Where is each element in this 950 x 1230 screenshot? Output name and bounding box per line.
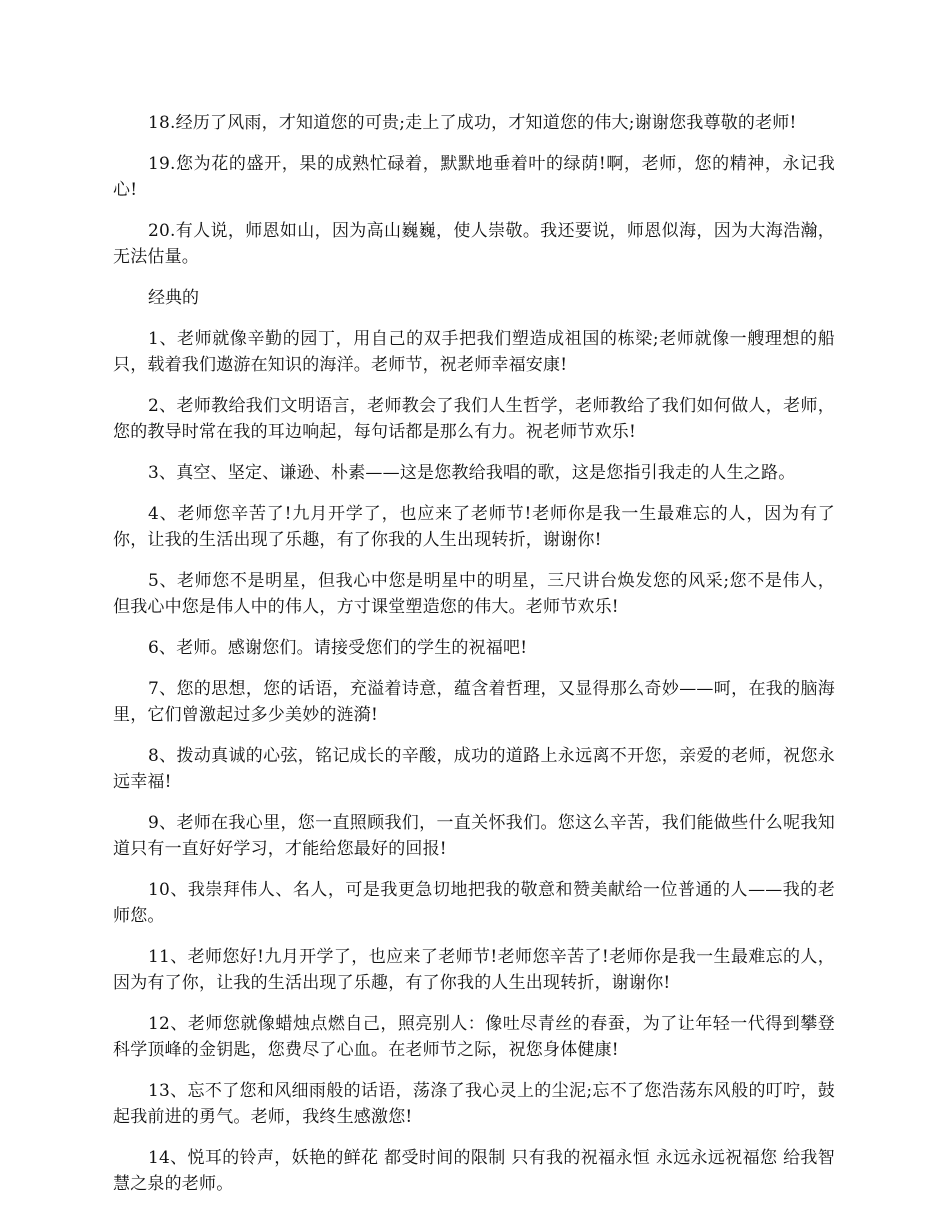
paragraph-3: 3、真空、坚定、谦逊、朴素——这是您教给我唱的歌，这是您指引我走的人生之路。 xyxy=(148,463,796,483)
paragraph-6: 6、老师。感谢您们。请接受您们的学生的祝福吧! xyxy=(148,638,528,658)
paragraph-1: 1、老师就像辛勤的园丁，用自己的双手把我们塑造成祖国的栋梁;老师就像一艘理想的船只，载着我们遨游在知识的海洋。老师节，祝老师幸福安康! xyxy=(113,329,835,375)
paragraph-9: 9、老师在我心里，您一直照顾我们，一直关怀我们。您这么辛苦，我们能做些什么呢我知道只有一直好好学习，才能给您最好的回报! xyxy=(113,813,835,859)
section-heading: 经典的 xyxy=(148,288,199,308)
paragraph-19: 19.您为花的盛开，果的成熟忙碌着，默默地垂着叶的绿荫!啊，老师，您的精神，永记我心! xyxy=(113,154,835,200)
paragraph-12: 12、老师您就像蜡烛点燃自己，照亮别人：像吐尽青丝的春蚕，为了让年轻一代得到攀登科学顶峰的金钥匙，您费尽了心血。在老师节之际，祝您身体健康! xyxy=(113,1014,835,1060)
paragraph-7: 7、您的思想，您的话语，充溢着诗意，蕴含着哲理，又显得那么奇妙——呵，在我的脑海里，它们曾激起过多少美妙的涟漪! xyxy=(113,679,835,725)
paragraph-13: 13、忘不了您和风细雨般的话语，荡涤了我心灵上的尘泥;忘不了您浩荡东风般的叮咛，鼓起我前进的勇气。老师，我终生感激您! xyxy=(113,1081,835,1127)
paragraph-5: 5、老师您不是明星，但我心中您是明星中的明星，三尺讲台焕发您的风采;您不是伟人，但我心中您是伟人中的伟人，方寸课堂塑造您的伟大。老师节欢乐! xyxy=(113,571,835,617)
paragraph-2: 2、老师教给我们文明语言，老师教会了我们人生哲学，老师教给了我们如何做人，老师，您的教导时常在我的耳边响起，每句话都是那么有力。祝老师节欢乐! xyxy=(113,396,835,442)
paragraph-8: 8、拨动真诚的心弦，铭记成长的辛酸，成功的道路上永远离不开您，亲爱的老师，祝您永远幸福! xyxy=(113,746,835,792)
paragraph-10: 10、我崇拜伟人、名人，可是我更急切地把我的敬意和赞美献给一位普通的人——我的老师您。 xyxy=(113,880,835,926)
paragraph-4: 4、老师您辛苦了!九月开学了，也应来了老师节!老师你是我一生最难忘的人，因为有了你，让我的生活出现了乐趣，有了你我的人生出现转折，谢谢你! xyxy=(113,504,835,550)
paragraph-11: 11、老师您好!九月开学了，也应来了老师节!老师您辛苦了!老师你是我一生最难忘的人，因为有了你，让我的生活出现了乐趣，有了你我的人生出现转折，谢谢你! xyxy=(113,947,835,993)
paragraph-20: 20.有人说，师恩如山，因为高山巍巍，使人崇敬。我还要说，师恩似海，因为大海浩瀚，无法估量。 xyxy=(113,221,835,267)
paragraph-18: 18.经历了风雨，才知道您的可贵;走上了成功，才知道您的伟大;谢谢您我尊敬的老师! xyxy=(148,113,797,133)
paragraph-14: 14、悦耳的铃声，妖艳的鲜花 都受时间的限制 只有我的祝福永恒 永远永远祝福您 给我智慧之泉的老师。 xyxy=(113,1148,835,1194)
document-body xyxy=(113,110,835,1212)
